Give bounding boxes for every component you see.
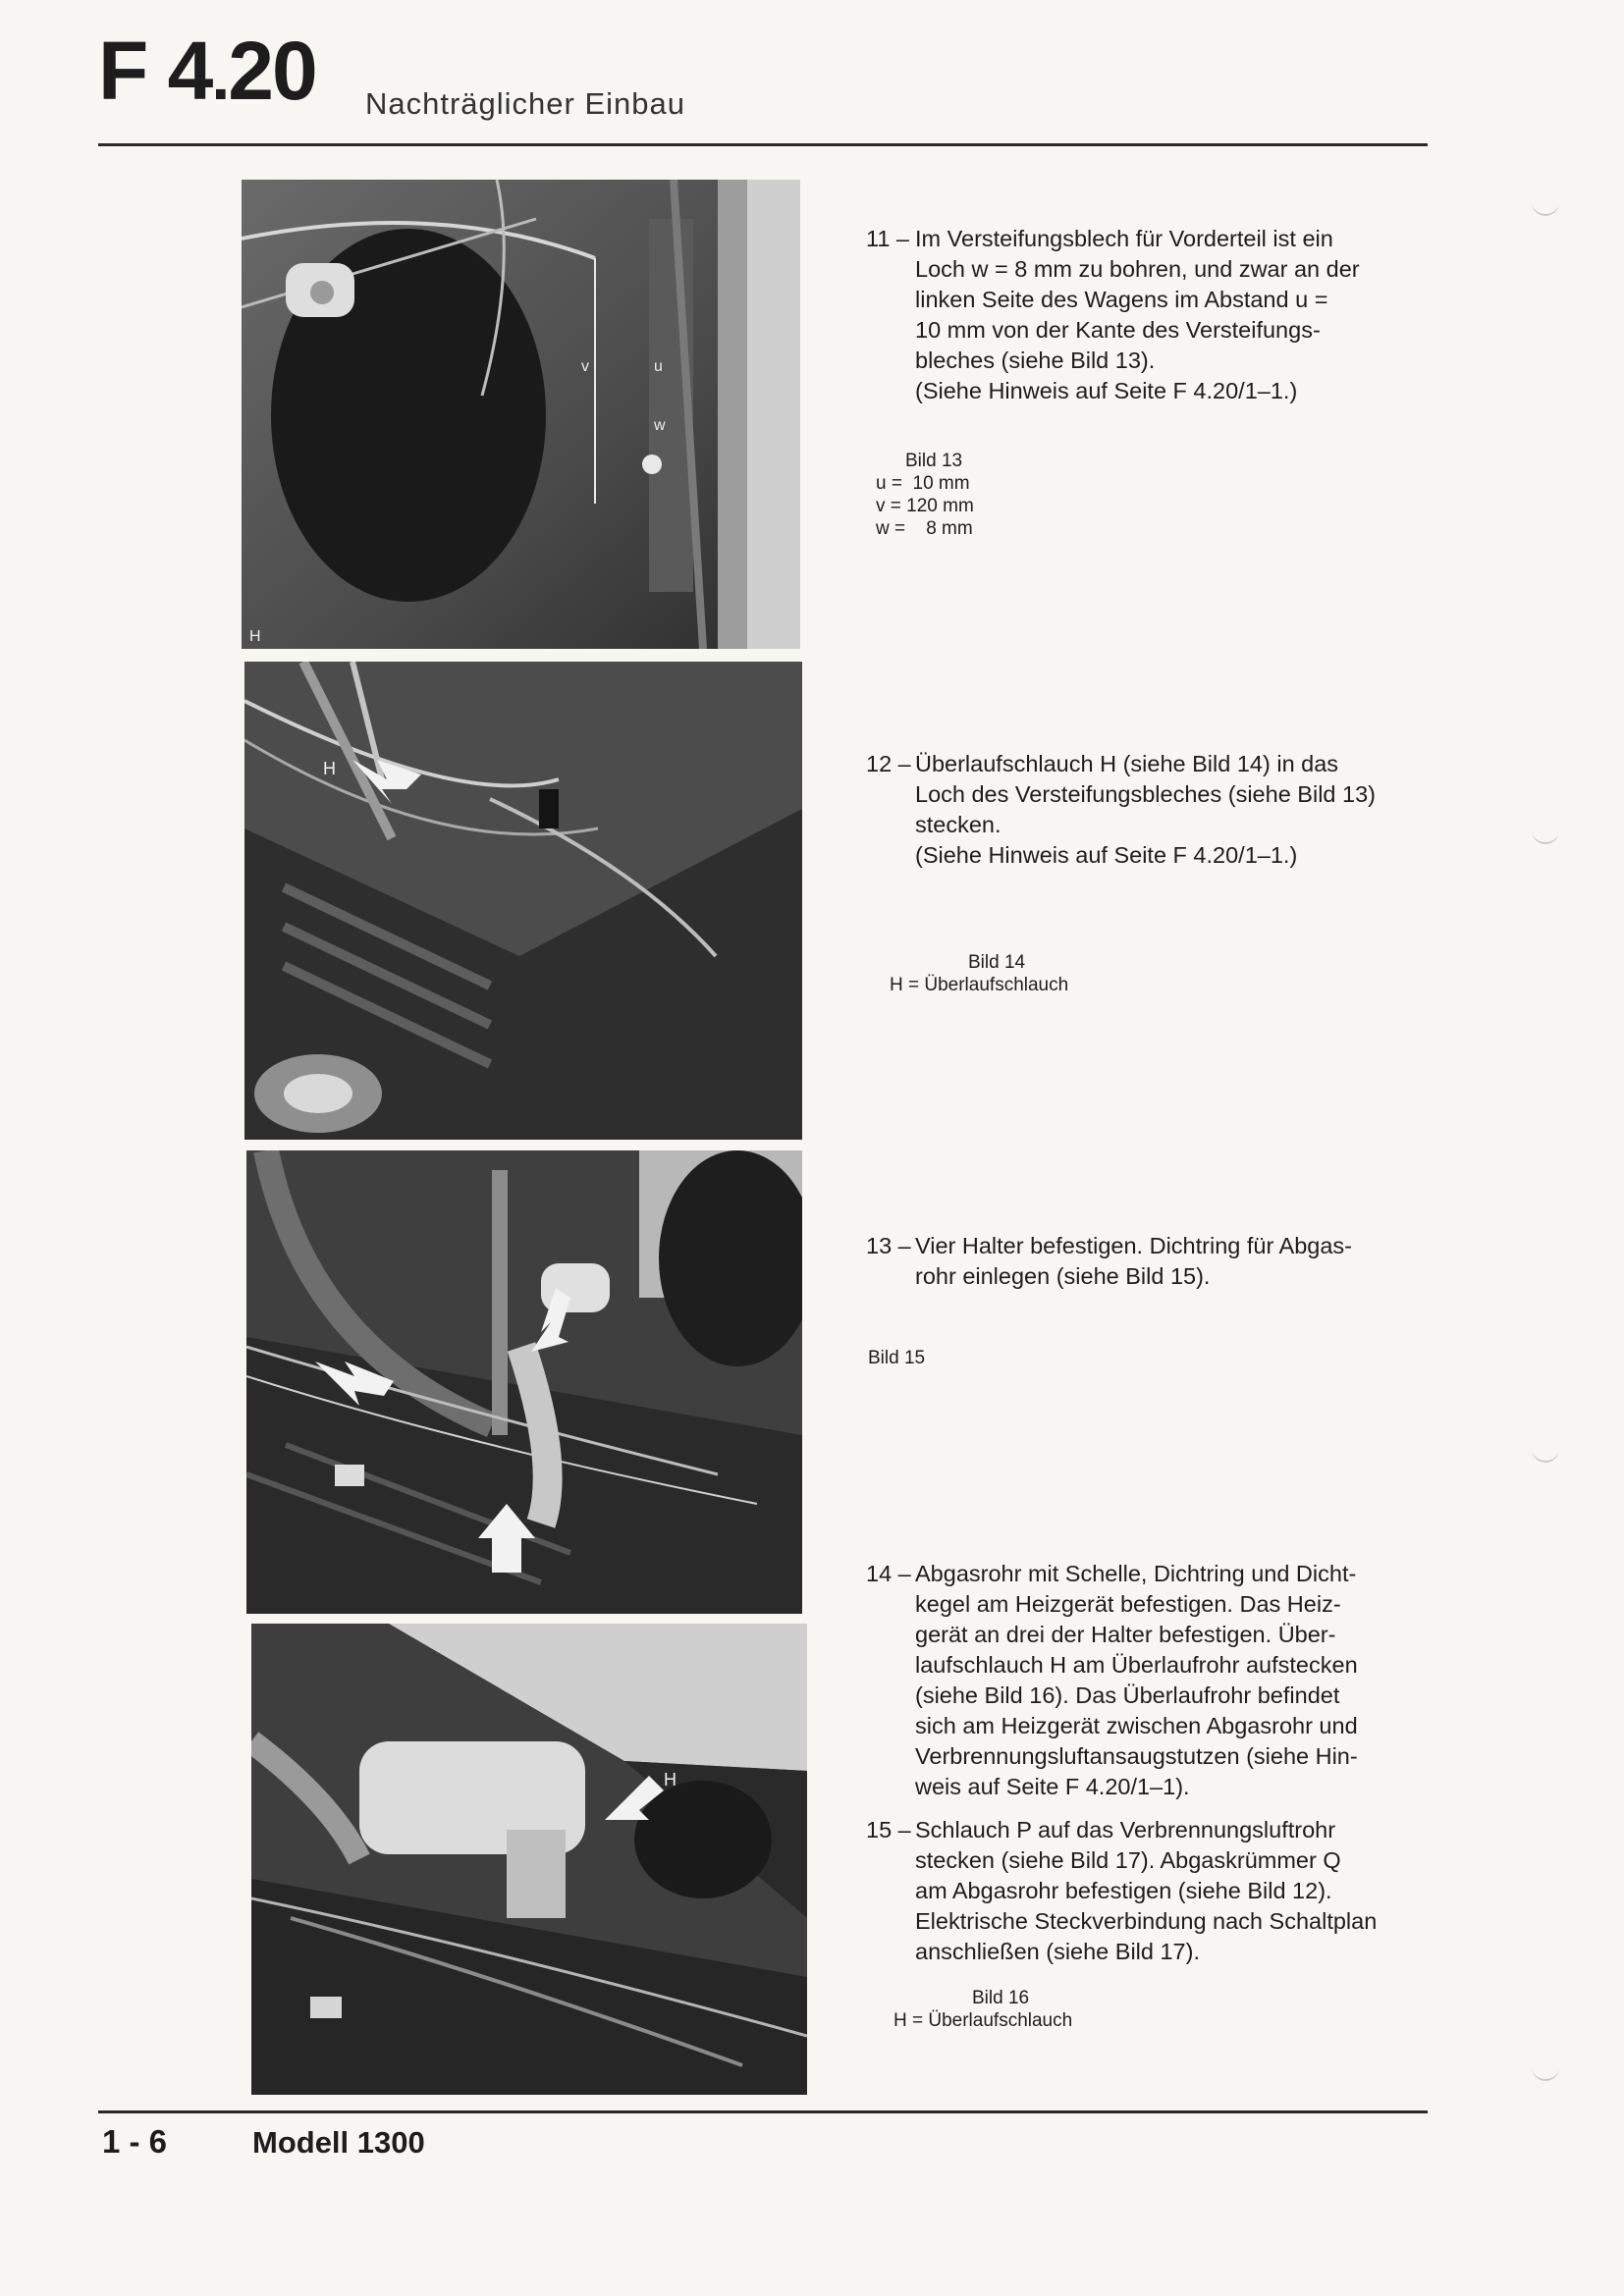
caption-bild-13: [876, 450, 1170, 540]
step-line: gerät an drei der Halter befestigen. Über-: [915, 1622, 1336, 1647]
caption-line: H = Überlaufschlauch: [890, 975, 1069, 995]
caption-bild-14: [890, 951, 1223, 996]
margin-mark: [1532, 196, 1559, 216]
step-line: rohr einlegen (siehe Bild 15).: [915, 1263, 1211, 1289]
photo-bild-13: [242, 180, 800, 649]
photo-bild-16: [251, 1624, 807, 2095]
photo-label-v: v: [581, 358, 589, 375]
step-line: Elektrische Steckverbindung nach Schaltplan: [915, 1908, 1378, 1934]
step-line: am Abgasrohr befestigen (siehe Bild 12).: [915, 1878, 1332, 1903]
caption-bild-16: [893, 1987, 1227, 2032]
step-number: 15 –: [866, 1817, 911, 1842]
step-line: 10 mm von der Kante des Versteifungs-: [915, 317, 1321, 343]
step-line: (Siehe Hinweis auf Seite F 4.20/1–1.): [915, 378, 1298, 403]
step-line: stecken (siehe Bild 17). Abgaskrümmer Q: [915, 1847, 1341, 1873]
margin-mark: [1532, 2061, 1559, 2081]
step-line: anschließen (siehe Bild 17).: [915, 1939, 1200, 1964]
step-11: [866, 224, 1426, 406]
step-line: bleches (siehe Bild 13).: [915, 347, 1156, 373]
section-number: F 4.20: [98, 25, 316, 117]
step-line: sich am Heizgerät zwischen Abgasrohr und: [915, 1713, 1358, 1738]
step-number: 12 –: [866, 751, 911, 776]
page-number: 1 - 6: [102, 2123, 168, 2160]
caption-line: u = 10 mm: [876, 473, 970, 494]
step-line: laufschlauch H am Überlaufrohr aufstecken: [915, 1652, 1358, 1678]
margin-mark: [1532, 825, 1559, 844]
step-line: Loch des Versteifungsbleches (siehe Bild 13): [915, 781, 1376, 807]
photo-label-w: w: [654, 417, 666, 434]
step-line: Abgasrohr mit Schelle, Dichtring und Dicht-: [915, 1561, 1357, 1586]
caption-line: H = Überlaufschlauch: [893, 2010, 1073, 2031]
step-line: Vier Halter befestigen. Dichtring für Abgas-: [915, 1233, 1352, 1258]
step-number: 14 –: [866, 1561, 911, 1586]
step-line: Verbrennungsluftansaugstutzen (siehe Hin-: [915, 1743, 1358, 1769]
step-15: [866, 1815, 1426, 1967]
step-number: 11 –: [866, 226, 909, 251]
model-label: Modell 1300: [252, 2125, 425, 2160]
caption-line: v = 120 mm: [876, 496, 974, 516]
step-line: Im Versteifungsblech für Vorderteil ist ein: [915, 226, 1333, 251]
section-title: Nachträglicher Einbau: [365, 86, 686, 121]
photo-bild-14: [244, 662, 802, 1140]
step-line: Überlaufschlauch H (siehe Bild 14) in das: [915, 751, 1339, 776]
step-14: [866, 1559, 1426, 1802]
step-line: kegel am Heizgerät befestigen. Das Heiz-: [915, 1591, 1341, 1617]
step-13: [866, 1231, 1426, 1292]
photo-label-h: H: [249, 628, 261, 645]
caption-bild-15: [868, 1347, 1064, 1369]
caption-title: Bild 14: [968, 952, 1026, 973]
caption-line: w = 8 mm: [876, 518, 973, 539]
step-line: linken Seite des Wagens im Abstand u =: [915, 287, 1328, 312]
caption-title: Bild 16: [972, 1988, 1030, 2008]
photo-label-u: u: [654, 358, 663, 375]
caption-title: Bild 13: [905, 451, 963, 471]
photo-label-h: H: [664, 1770, 677, 1789]
step-12: [866, 749, 1426, 871]
photo-bild-15: [246, 1150, 802, 1614]
photo-label-h: H: [323, 759, 336, 778]
header-rule: [98, 143, 1428, 146]
footer-rule: [98, 2110, 1428, 2113]
step-line: (siehe Bild 16). Das Überlaufrohr befindet: [915, 1682, 1340, 1708]
step-line: weis auf Seite F 4.20/1–1).: [915, 1774, 1190, 1799]
step-line: Loch w = 8 mm zu bohren, und zwar an der: [915, 256, 1360, 282]
step-line: Schlauch P auf das Verbrennungsluftrohr: [915, 1817, 1336, 1842]
margin-mark: [1532, 1443, 1559, 1463]
caption-title: Bild 15: [868, 1348, 926, 1368]
step-number: 13 –: [866, 1233, 911, 1258]
step-line: stecken.: [915, 812, 1001, 837]
step-line: (Siehe Hinweis auf Seite F 4.20/1–1.): [915, 842, 1298, 868]
